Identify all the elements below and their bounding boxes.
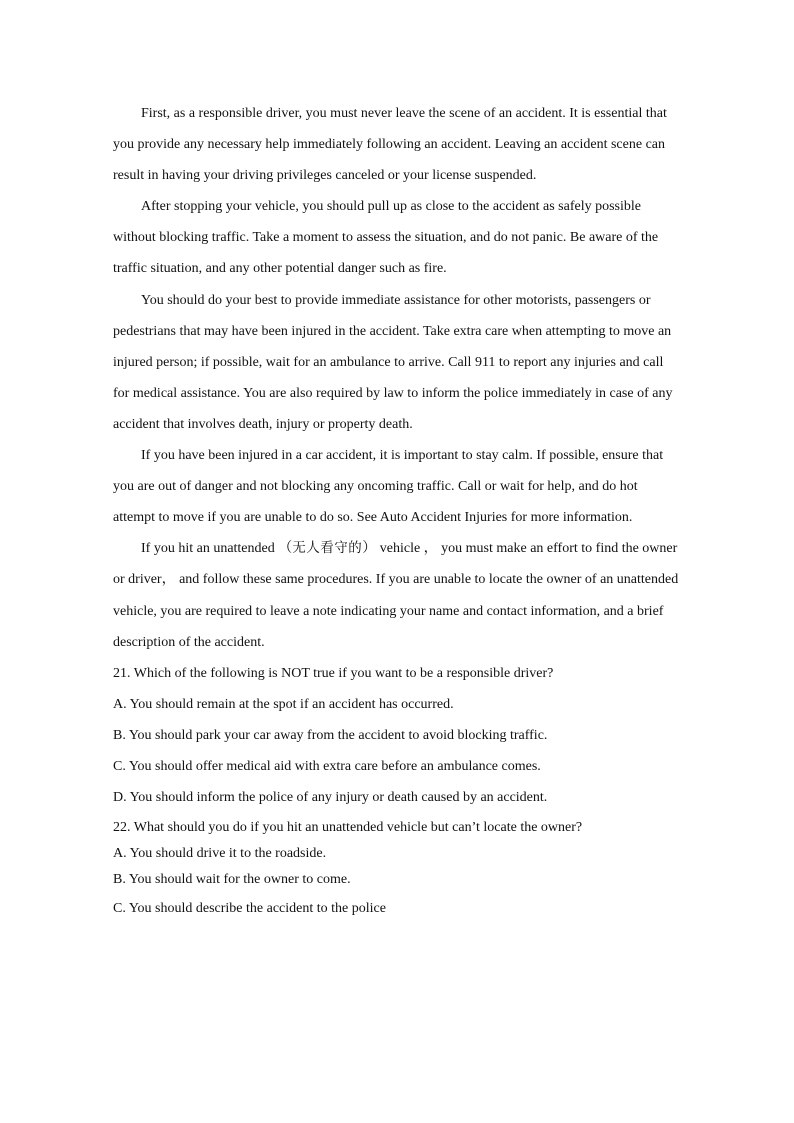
question-22-option-a: A. You should drive it to the roadside. bbox=[113, 846, 327, 862]
question-21-option-b: B. You should park your car away from the accident to avoid blocking traffic. bbox=[113, 727, 548, 743]
question-21-option-d: D. You should inform the police of any injury or death caused by an accident. bbox=[113, 790, 548, 806]
question-22-option-c: C. You should describe the accident to the police bbox=[113, 901, 386, 917]
question-21-option-c: C. You should offer medical aid with extra care before an ambulance comes. bbox=[113, 758, 541, 774]
question-22-stem: 22. What should you do if you hit an unattended vehicle but can’t locate the owner? bbox=[113, 820, 583, 836]
paragraph-3 bbox=[113, 285, 683, 440]
paragraph-5-after: ） vehicle ， you must make an effort to find the owner or driver， and follow these same procedures. If you are unable to locate the owner of an unattended vehicle, you are required to leave a note indicating your name and contact information, and a brief description of the accident. bbox=[113, 541, 679, 650]
paragraph-4-text: If you have been injured in a car accident, it is important to stay calm. If possible, ensure that you are out of danger and not blocking any oncoming traffic. Call or wait for help, and do hot attempt to move if you are unable to do so. See Auto Accident Injuries for more information. bbox=[113, 448, 664, 526]
paragraph-1-text: First, as a responsible driver, you must never leave the scene of an accident. It is essential that you provide any necessary help immediately following an accident. Leaving an accident scene can result in having your driving privileges canceled or your license suspended. bbox=[113, 106, 667, 184]
paragraph-5-cjk-gloss: 无人看守的 bbox=[292, 540, 363, 557]
paragraph-2 bbox=[113, 191, 683, 284]
passage-content bbox=[113, 98, 683, 924]
paragraph-5 bbox=[113, 533, 683, 657]
question-21-option-a: A. You should remain at the spot if an accident has occurred. bbox=[113, 696, 454, 712]
question-22-option-b: B. You should wait for the owner to come. bbox=[113, 872, 351, 888]
paragraph-3-text: You should do your best to provide immediate assistance for other motorists, passengers or pedestrians that may have been injured in the accident. Take extra care when attempting to move an injured person; if possible, wait for an ambulance to arrive. Call 911 to report any injuries and call for medical assistance. You are also required by law to inform the police immediately in case of any accident that involves death, injury or property death. bbox=[113, 292, 673, 432]
paragraph-1 bbox=[113, 98, 683, 191]
paragraph-2-text: After stopping your vehicle, you should pull up as close to the accident as safely possible without blocking traffic. Take a moment to assess the situation, and do not panic. Be aware of the traffic situation, and any other potential danger such as fire. bbox=[113, 199, 659, 277]
paragraph-4 bbox=[113, 440, 683, 533]
question-21-stem: 21. Which of the following is NOT true if you want to be a responsible driver? bbox=[113, 665, 554, 681]
paragraph-5-before: If you hit an unattended （ bbox=[141, 541, 293, 557]
